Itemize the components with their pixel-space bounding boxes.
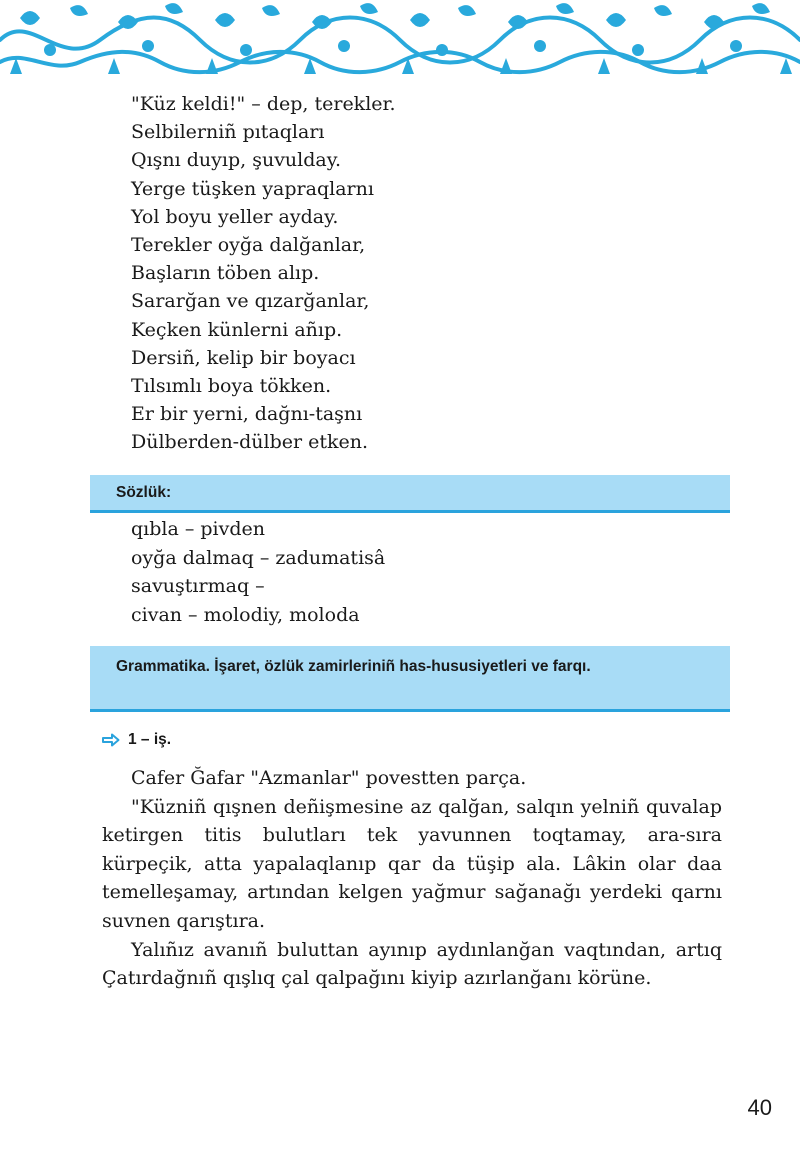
- poem: [131, 90, 691, 457]
- glossary-entry: oyğa dalmaq – zadumatisâ: [131, 546, 386, 569]
- poem-line: Terekler oyğa dalğanlar,: [131, 234, 366, 257]
- poem-line: Keçken künlerni añıp.: [131, 318, 343, 341]
- task-label: 1 – iş.: [128, 731, 172, 748]
- poem-line: Yerge tüşken yapraqlarnı: [131, 177, 374, 200]
- reading-text: [102, 764, 722, 993]
- task-header: [102, 731, 171, 749]
- floral-border-icon: [0, 0, 800, 78]
- poem-line: Başların töben alıp.: [131, 262, 320, 285]
- poem-line: Yol boyu yeller ayday.: [131, 205, 339, 228]
- glossary-entry: savuştırmaq –: [131, 575, 265, 597]
- paragraph: Yalıñız avanıñ buluttan ayınıp aydınlanğan vaqtından, artıq Çatırdağnıñ qışlıq çal qalpağını kiyip azırlanğanı körüne.: [102, 938, 722, 990]
- paragraph: "Küzniñ qışnen deñişmesine az qalğan, salqın yelniñ quvalap ketirgen titis bulutları tek yavunnen toqtamay, ara-sıra kürpeçik, atta yapalaqlanıp qar da tüşip ala. Lâkin olar daa temelleşamay, artından kelgen yağmur sağanağı yerdeki qarnı suvnen qarıştıra.: [102, 795, 722, 932]
- poem-line: Selbilerniñ pıtaqları: [131, 121, 325, 144]
- poem-line: Sararğan ve qızarğanlar,: [131, 290, 370, 313]
- page-number: 40: [747, 1095, 772, 1120]
- glossary-heading: Sözlük:: [90, 475, 730, 513]
- poem-line: Qışnı duyıp, şuvulday.: [131, 149, 341, 172]
- grammar-heading: Grammatika. İşaret, özlük zamirleriniñ has-hususiyetleri ve farqı.: [90, 646, 730, 712]
- poem-line: Dersiñ, kelip bir boyacı: [131, 346, 356, 369]
- glossary: [131, 515, 691, 629]
- poem-line: Tılsımlı boya tökken.: [131, 375, 332, 398]
- arrow-right-icon: [102, 733, 120, 747]
- poem-line: Er bir yerni, dağnı-taşnı: [131, 403, 363, 426]
- paragraph: Cafer Ğafar "Azmanlar" povestten parça.: [131, 767, 527, 789]
- glossary-entry: civan – molodiy, moloda: [131, 603, 360, 626]
- poem-line: "Küz keldi!" – dep, terekler.: [131, 93, 396, 115]
- poem-line: Dülberden-dülber etken.: [131, 431, 369, 454]
- glossary-entry: qıbla – pivden: [131, 518, 266, 540]
